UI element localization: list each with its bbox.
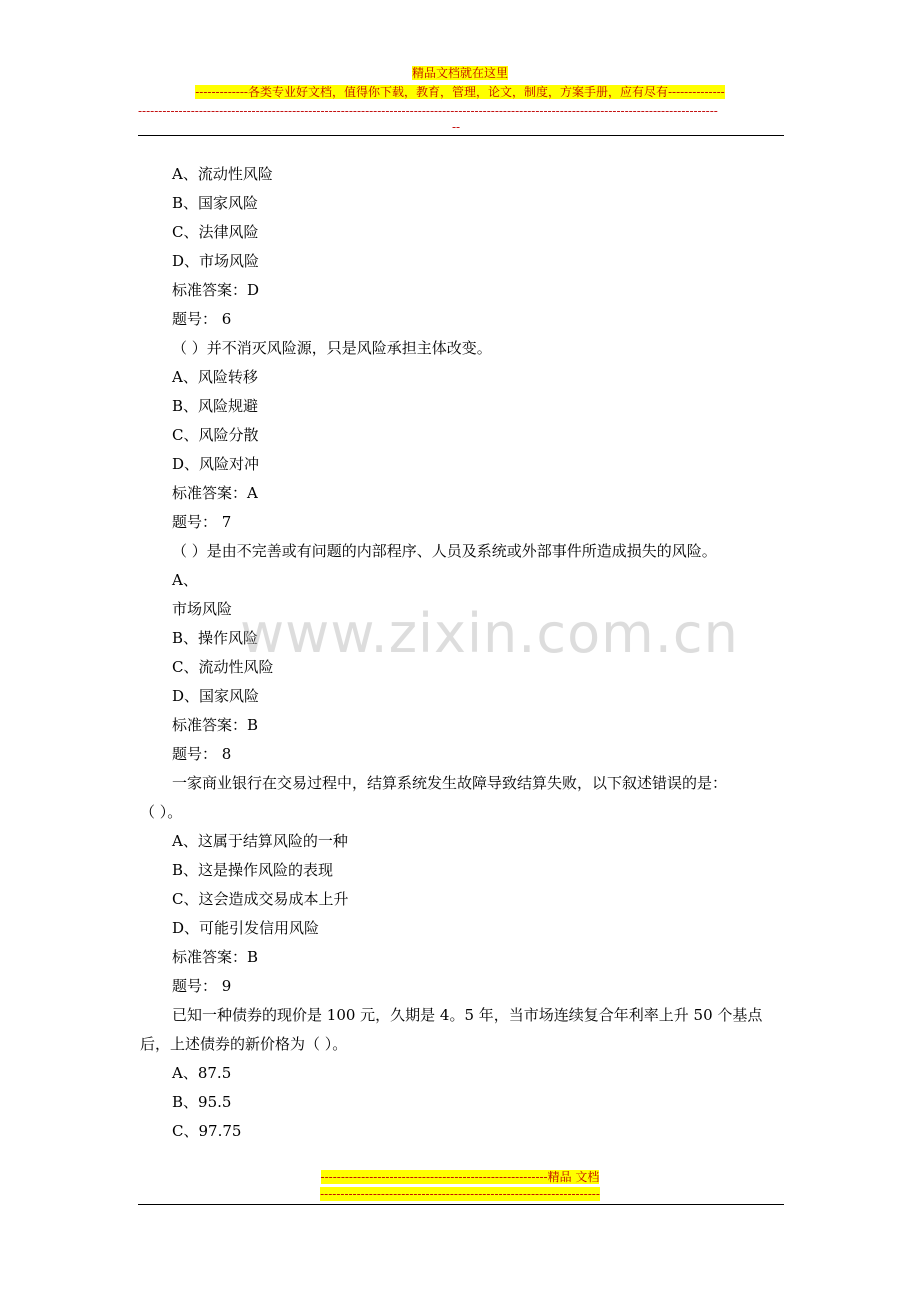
header-subtitle: -------------各类专业好文档，值得你下载，教育，管理，论文，制度，方案手册，应有尽有--------------: [195, 85, 725, 99]
option-c-line: C、流动性风险: [172, 658, 274, 676]
header-rule: [138, 135, 784, 136]
option-b-line: B、国家风险: [172, 194, 259, 212]
question-text: （ ）并不消灭风险源，只是风险承担主体改变。: [172, 339, 492, 357]
header-title: 精品文档就在这里: [411, 66, 508, 80]
option-d-line: D、市场风险: [172, 252, 260, 270]
footer-line-2: ---------------------------------------------------------------------: [320, 1187, 600, 1201]
question-number: 题号： 9: [172, 977, 232, 995]
answer-line: 标准答案：A: [172, 484, 258, 502]
header-dash-tail: --: [452, 120, 461, 134]
header-dash-line: -----------------------------------------------------------------------------------------------------------------------------------------------: [138, 104, 718, 118]
answer-line: 标准答案：B: [172, 716, 259, 734]
question-text: 已知一种债券的现价是 100 元，久期是 4。5 年，当市场连续复合年利率上升 50 个基点: [172, 1006, 763, 1024]
option-b-line: B、操作风险: [172, 629, 259, 647]
option-b-line: B、95.5: [172, 1093, 232, 1111]
option-c-line: C、风险分散: [172, 426, 259, 444]
question-text: （ ）是由不完善或有问题的内部程序、人员及系统或外部事件所造成损失的风险。: [172, 542, 717, 560]
question-number: 题号： 6: [172, 310, 232, 328]
option-c-line: C、法律风险: [172, 223, 259, 241]
question-text-continued: 后，上述债券的新价格为（ ）。: [140, 1035, 348, 1053]
option-c-line: C、97.75: [172, 1122, 242, 1140]
option-a-line: A、流动性风险: [172, 165, 273, 183]
question-number: 题号： 8: [172, 745, 232, 763]
option-d-line: D、风险对冲: [172, 455, 260, 473]
footer-rule: [138, 1204, 784, 1205]
option-a-line: A、风险转移: [172, 368, 258, 386]
option-a-line: A、87.5: [172, 1064, 232, 1082]
option-d-line: D、可能引发信用风险: [172, 919, 320, 937]
answer-line: 标准答案：B: [172, 948, 259, 966]
footer-line-1: --------------------------------------------------------精品 文档: [320, 1170, 600, 1184]
option-c-line: C、这会造成交易成本上升: [172, 890, 349, 908]
option-d-line: D、国家风险: [172, 687, 260, 705]
question-number: 题号： 7: [172, 513, 232, 531]
option-b-line: B、风险规避: [172, 397, 259, 415]
question-text: 一家商业银行在交易过程中，结算系统发生故障导致结算失败，以下叙述错误的是：: [172, 774, 728, 792]
watermark: www.zixin.com.cn: [240, 602, 739, 665]
option-a-line: A、这属于结算风险的一种: [172, 832, 348, 850]
question-text-continued: （ ）。: [140, 803, 183, 821]
option-a-text: 市场风险: [172, 600, 233, 618]
answer-line: 标准答案：D: [172, 281, 260, 299]
option-a-line: A、: [172, 571, 198, 589]
option-b-line: B、这是操作风险的表现: [172, 861, 334, 879]
